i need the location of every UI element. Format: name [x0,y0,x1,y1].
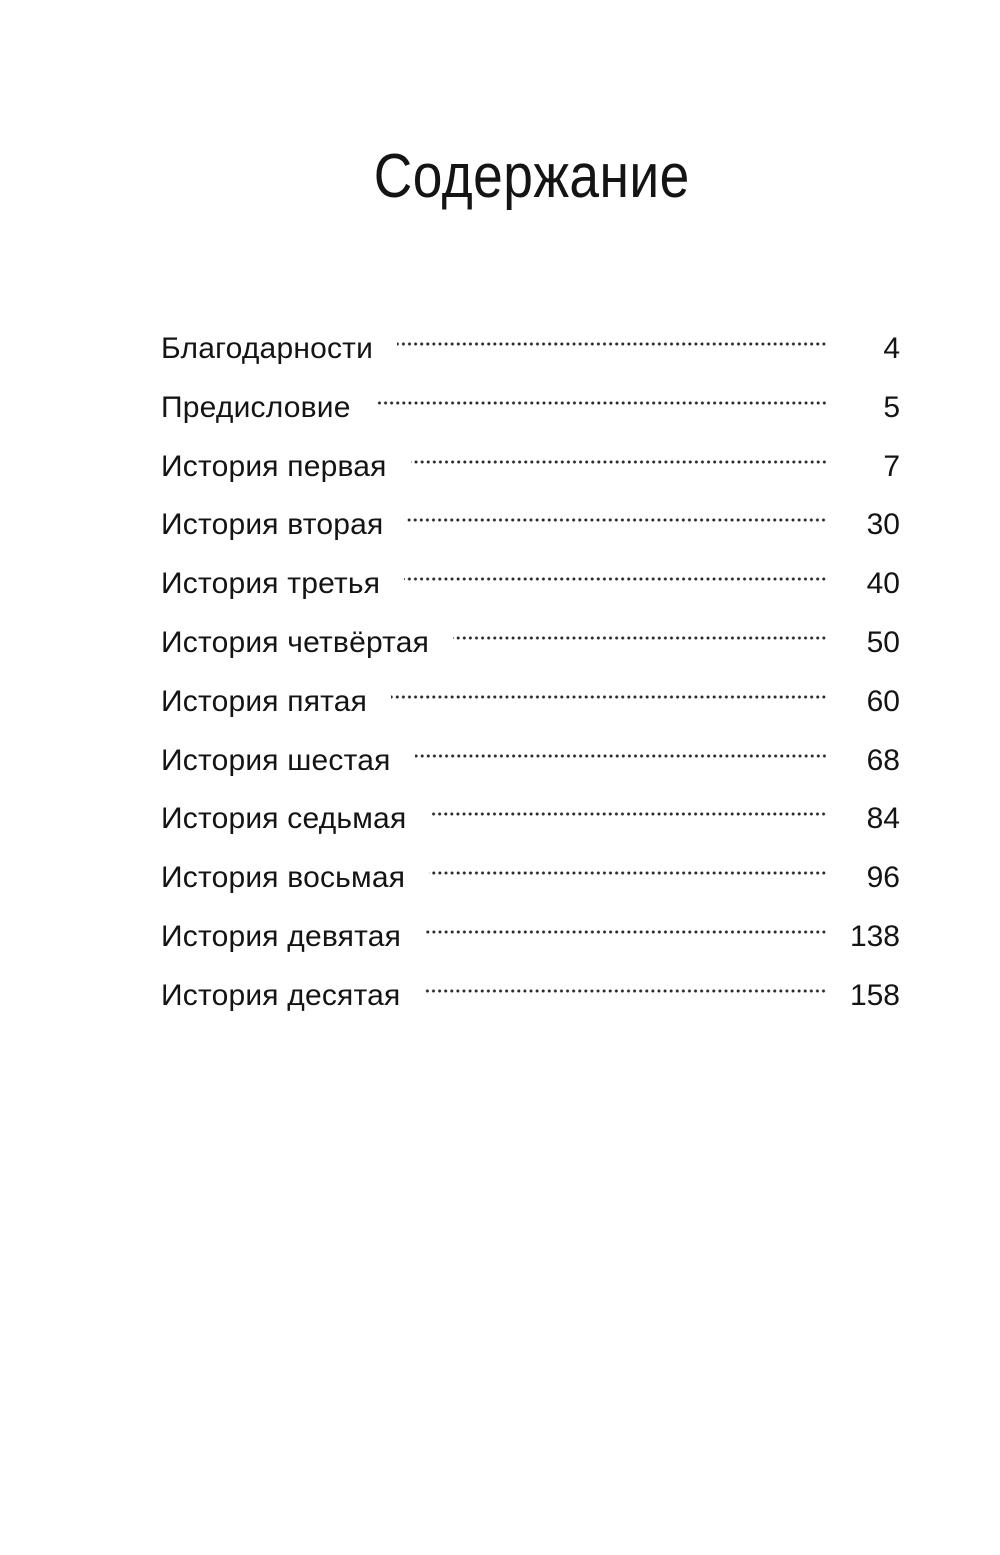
entry-page-number: 4 [883,332,900,365]
entry-label: История четвёртая [161,625,430,659]
entry-label: Предисловие [161,390,351,424]
entry-page-number: 60 [866,684,900,718]
entry-label: История вторая [161,508,384,542]
toc-entry-story-8[interactable] [161,847,900,906]
toc-entry-story-10[interactable] [161,965,900,1024]
toc-entry-story-1[interactable] [161,436,900,495]
entry-label: История первая [161,449,387,483]
dot-leader [411,439,827,479]
toc-entry-story-9[interactable] [161,906,900,965]
dot-leader [397,321,827,361]
toc-entry-story-6[interactable] [161,730,900,789]
toc-entry-story-4[interactable] [161,612,900,671]
entry-page-number: 50 [866,625,900,659]
toc-entry-story-2[interactable] [161,494,900,553]
entry-page-number: 158 [849,978,900,1012]
toc-entry-story-7[interactable] [161,788,900,847]
entry-label: История пятая [161,684,368,718]
dot-leader [430,791,827,831]
entry-page-number: 138 [849,919,900,953]
dot-leader [453,615,827,655]
toc-entry-preface[interactable] [161,377,900,436]
dot-leader [375,380,827,420]
toc-entry-acknowledgements[interactable] [161,318,900,377]
entry-label: История шестая [161,743,391,777]
dot-leader [425,909,827,949]
entry-page-number: 7 [883,449,900,483]
entry-label: История девятая [161,919,402,953]
dot-leader [391,674,827,714]
dot-leader [429,850,827,890]
dot-leader [424,968,827,1008]
entry-page-number: 68 [866,743,900,777]
entry-page-number: 5 [883,390,900,424]
toc-entry-story-5[interactable] [161,671,900,730]
entry-page-number: 40 [866,567,900,601]
page-title: Содержание [373,142,690,211]
toc-entry-story-3[interactable] [161,553,900,612]
dot-leader [407,497,827,537]
entry-label: История десятая [161,978,401,1012]
dot-leader [404,556,827,596]
table-of-contents [161,318,900,1024]
entry-page-number: 96 [866,861,900,895]
entry-label: История седьмая [161,802,407,836]
entry-label: История восьмая [161,861,406,895]
dot-leader [415,733,827,773]
entry-label: Благодарности [161,332,374,365]
entry-page-number: 84 [866,802,900,836]
entry-label: История третья [161,567,381,601]
entry-page-number: 30 [866,508,900,542]
